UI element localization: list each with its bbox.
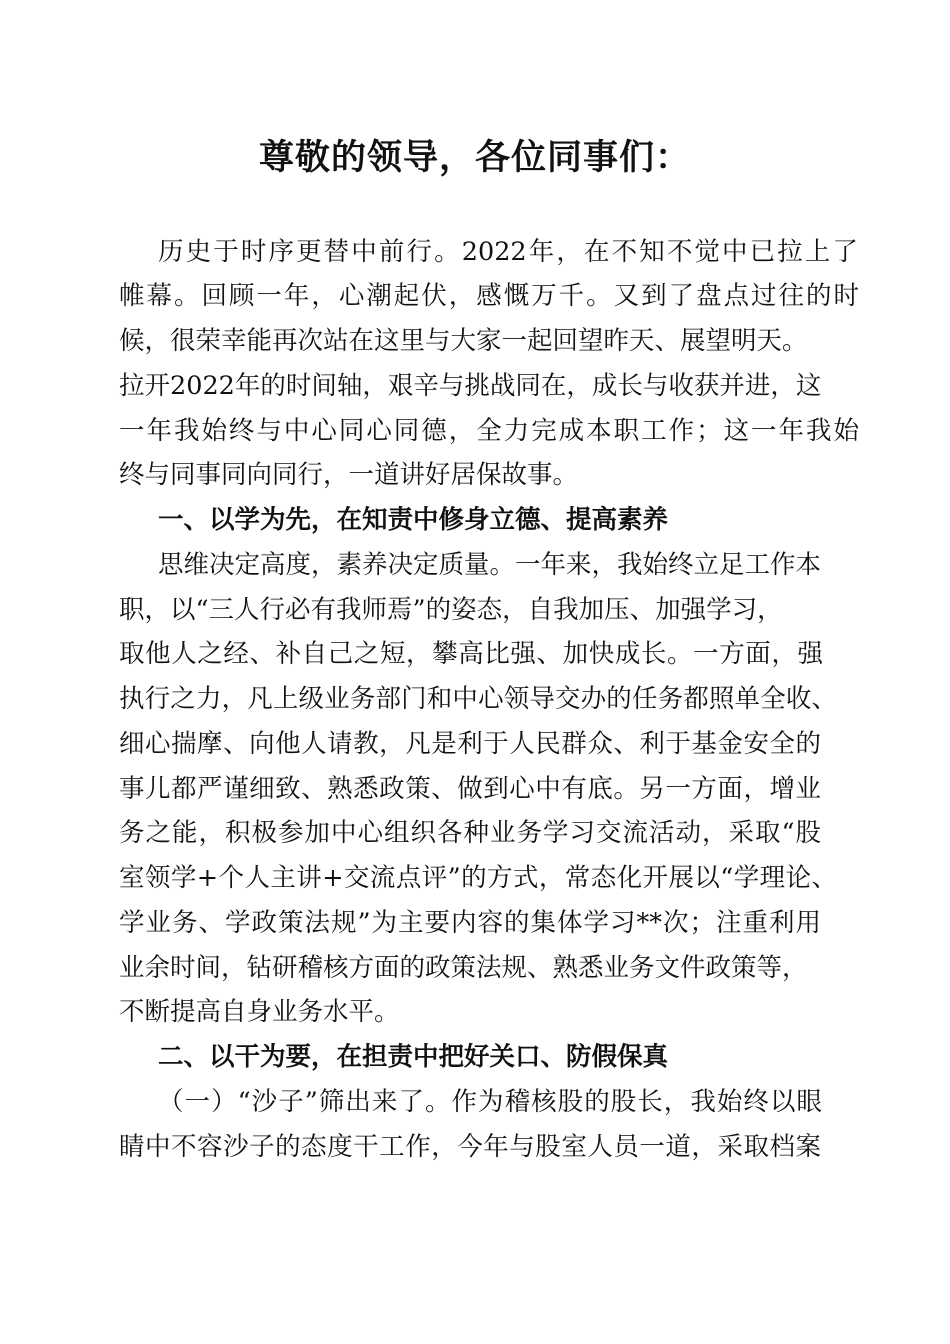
paragraph-1-line-3: 候，很荣幸能再次站在这里与大家一起回望昨天、展望明天。	[119, 326, 808, 356]
paragraph-2-line-8: 室领学+个人主讲+交流点评”的方式，常态化开展以“学理论、	[119, 863, 837, 893]
paragraph-2-line-1: 思维决定高度，素养决定质量。一年来，我始终立足工作本	[158, 550, 822, 580]
document-title: 尊敬的领导，各位同事们：	[258, 137, 691, 178]
paragraph-2-line-9: 学业务、学政策法规”为主要内容的集体学习**次；注重利用	[119, 908, 821, 938]
section-heading-1: 一、以学为先，在知责中修身立德、提高素养	[158, 505, 669, 535]
paragraph-1-line-5: 一年我始终与中心同心同德，全力完成本职工作；这一年我始	[119, 416, 859, 446]
paragraph-2-line-10: 业余时间，钻研稽核方面的政策法规、熟悉业务文件政策等，	[119, 953, 808, 983]
paragraph-2-line-5: 细心揣摩、向他人请教，凡是利于人民群众、利于基金安全的	[119, 729, 821, 759]
paragraph-2-line-11: 不断提高自身业务水平。	[119, 997, 400, 1027]
paragraph-2-line-2: 职，以“三人行必有我师焉”的姿态，自我加压、加强学习，	[119, 595, 783, 625]
paragraph-1-line-6: 终与同事同向同行，一道讲好居保故事。	[119, 460, 579, 490]
paragraph-3-line-2: 睛中不容沙子的态度干工作，今年与股室人员一道，采取档案	[119, 1132, 821, 1162]
section-heading-2: 二、以干为要，在担责中把好关口、防假保真	[158, 1042, 669, 1072]
paragraph-1-line-1: 历史于时序更替中前行。2022年，在不知不觉中已拉上了	[158, 237, 858, 267]
paragraph-2-line-7: 务之能，积极参加中心组织各种业务学习交流活动，采取“股	[119, 818, 821, 848]
paragraph-1-line-2: 帷幕。回顾一年，心潮起伏，感慨万千。又到了盘点过往的时	[119, 281, 859, 311]
paragraph-3-line-1: （一）“沙子”筛出来了。作为稽核股的股长，我始终以眼	[158, 1087, 822, 1117]
paragraph-2-line-3: 取他人之经、补自己之短，攀高比强、加快成长。一方面，强	[119, 639, 823, 669]
paragraph-1-line-4: 拉开2022年的时间轴，艰辛与挑战同在，成长与收获并进，这	[119, 371, 822, 401]
paragraph-2-line-6: 事儿都严谨细致、熟悉政策、做到心中有底。另一方面，增业	[119, 774, 821, 804]
paragraph-2-line-4: 执行之力，凡上级业务部门和中心领导交办的任务都照单全收、	[119, 684, 837, 714]
